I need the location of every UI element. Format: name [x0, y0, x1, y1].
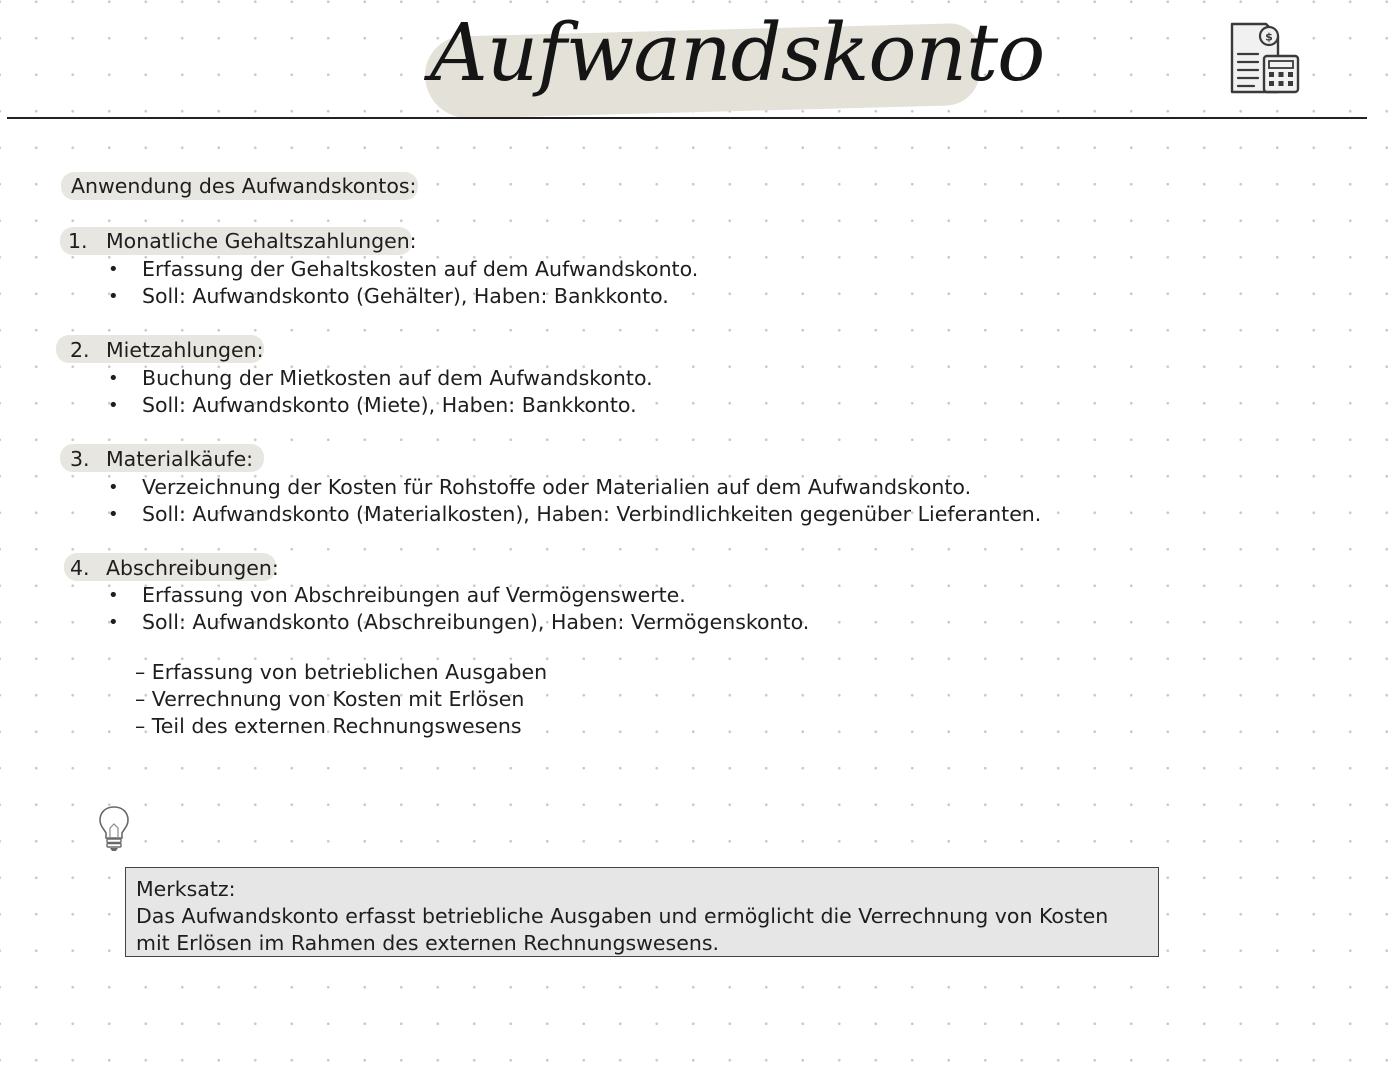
title-area	[0, 0, 1395, 130]
section-2-heading: Mietzahlungen:	[106, 338, 264, 362]
bullet-marker: •	[108, 368, 119, 389]
section-1-heading: Monatliche Gehaltszahlungen:	[106, 229, 417, 253]
section-4-bullet-2: Soll: Aufwandskonto (Abschreibungen), Haben: Vermögenskonto.	[142, 610, 810, 634]
section-3-heading: Materialkäufe:	[106, 447, 254, 471]
merksatz-box	[125, 867, 1159, 957]
section-3-bullet-2: Soll: Aufwandskonto (Materialkosten), Haben: Verbindlichkeiten gegenüber Lieferanten.	[142, 502, 1042, 526]
intro-heading: Anwendung des Aufwandskontos:	[71, 174, 417, 198]
bullet-marker: •	[108, 395, 119, 416]
bullet-marker: •	[108, 259, 119, 280]
section-2-bullet-2: Soll: Aufwandskonto (Miete), Haben: Bankkonto.	[142, 393, 637, 417]
section-1-number: 1.	[68, 229, 88, 253]
dash-item-2: – Verrechnung von Kosten mit Erlösen	[135, 687, 525, 711]
lightbulb-icon	[96, 804, 132, 852]
section-2-number: 2.	[70, 338, 90, 362]
dash-item-1: – Erfassung von betrieblichen Ausgaben	[135, 660, 548, 684]
section-1-bullet-2: Soll: Aufwandskonto (Gehälter), Haben: Bankkonto.	[142, 284, 669, 308]
svg-text:$: $	[1265, 30, 1273, 44]
bullet-marker: •	[108, 612, 119, 633]
bullet-marker: •	[108, 504, 119, 525]
bullet-marker: •	[108, 477, 119, 498]
section-4-heading: Abschreibungen:	[106, 556, 279, 580]
merksatz-label: Merksatz:	[136, 877, 236, 901]
section-3-bullet-1: Verzeichnung der Kosten für Rohstoffe oder Materialien auf dem Aufwandskonto.	[142, 475, 972, 499]
section-3-number: 3.	[70, 447, 90, 471]
merksatz-line-1: Das Aufwandskonto erfasst betriebliche Ausgaben und ermöglicht die Verrechnung von Kosten	[136, 904, 1109, 928]
bullet-marker: •	[108, 585, 119, 606]
page-title: Aufwandskonto	[430, 6, 1045, 99]
dash-item-3: – Teil des externen Rechnungswesens	[135, 714, 522, 738]
section-4-number: 4.	[70, 556, 90, 580]
section-4-bullet-1: Erfassung von Abschreibungen auf Vermögenswerte.	[142, 583, 686, 607]
title-underline	[7, 117, 1367, 119]
section-1-bullet-1: Erfassung der Gehaltskosten auf dem Aufwandskonto.	[142, 257, 699, 281]
section-2-bullet-1: Buchung der Mietkosten auf dem Aufwandskonto.	[142, 366, 653, 390]
invoice-calculator-icon	[1224, 20, 1304, 96]
merksatz-line-2: mit Erlösen im Rahmen des externen Rechnungswesens.	[136, 931, 720, 955]
bullet-marker: •	[108, 286, 119, 307]
